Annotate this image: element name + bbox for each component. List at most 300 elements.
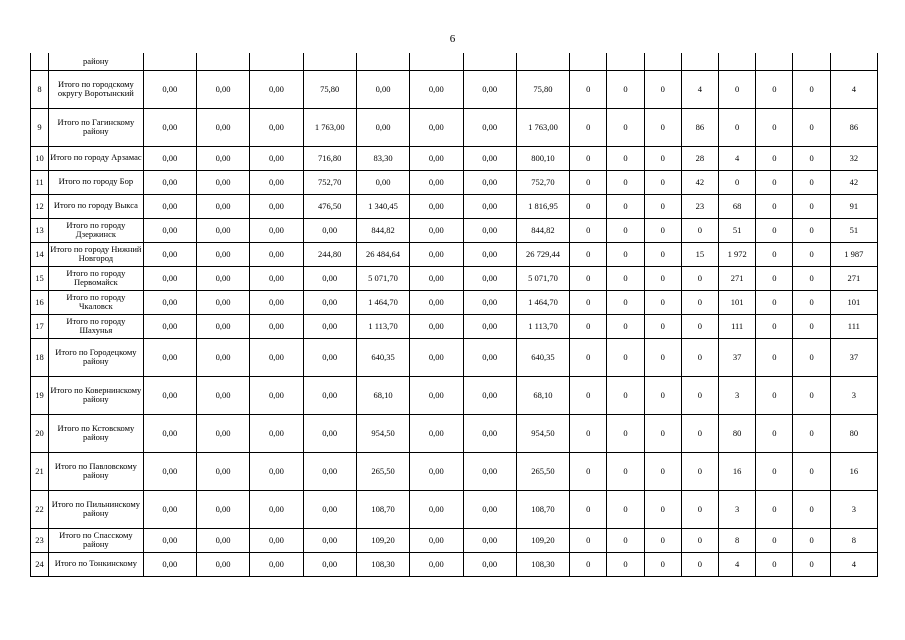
district-name-cell: Итого по Ковернинскому району [49,376,144,414]
value-cell: 0 [570,528,607,552]
value-cell: 0 [644,490,681,528]
value-cell: 0,00 [410,242,463,266]
value-cell: 0 [793,146,830,170]
value-cell: 0,00 [143,414,196,452]
row-number-cell: 23 [31,528,49,552]
value-cell: 0 [756,218,793,242]
value-cell: 3 [830,376,877,414]
value-cell: 0,00 [463,414,516,452]
value-cell: 0,00 [410,146,463,170]
value-cell: 0,00 [356,108,409,146]
value-cell: 0 [607,490,644,528]
value-cell: 0 [681,266,718,290]
row-number-cell: 11 [31,170,49,194]
value-cell: 4 [830,70,877,108]
value-cell: 0 [719,70,756,108]
value-cell: 0 [681,452,718,490]
value-cell: 0,00 [250,452,303,490]
value-cell: 0,00 [463,338,516,376]
value-cell: 0,00 [250,314,303,338]
value-cell: 0,00 [250,218,303,242]
table-row [31,218,878,242]
table-row [31,314,878,338]
row-number-cell: 9 [31,108,49,146]
value-cell: 0 [681,314,718,338]
value-cell: 0,00 [410,414,463,452]
district-name-cell: Итого по городу Шахунья [49,314,144,338]
value-cell: 0 [644,218,681,242]
value-cell: 0 [644,528,681,552]
value-cell: 0,00 [143,314,196,338]
row-number-cell: 18 [31,338,49,376]
value-cell: 0 [756,194,793,218]
value-cell: 0,00 [196,314,249,338]
value-cell: 0,00 [143,338,196,376]
value-cell: 0 [793,452,830,490]
value-cell: 0,00 [250,194,303,218]
value-cell: 0,00 [196,218,249,242]
value-cell: 0 [681,218,718,242]
value-cell: 109,20 [516,528,569,552]
report-table [30,53,878,577]
value-cell: 86 [681,108,718,146]
value-cell: 51 [719,218,756,242]
value-cell: 0,00 [196,266,249,290]
value-cell: 0,00 [196,290,249,314]
value-cell: 108,30 [356,552,409,576]
value-cell: 0 [607,146,644,170]
value-cell: 0 [793,528,830,552]
value-cell: 954,50 [516,414,569,452]
value-cell: 0,00 [196,146,249,170]
district-name-cell: Итого по городу Бор [49,170,144,194]
value-cell: 4 [719,146,756,170]
value-cell: 0 [570,452,607,490]
table-row [31,376,878,414]
value-cell: 0,00 [303,290,356,314]
value-cell: 1 113,70 [356,314,409,338]
value-cell: 0,00 [410,170,463,194]
value-cell: 0,00 [303,528,356,552]
value-cell: 0 [756,338,793,376]
value-cell: 1 340,45 [356,194,409,218]
value-cell: 0 [607,376,644,414]
value-cell: 0 [644,242,681,266]
value-cell: 476,50 [303,194,356,218]
continuation-row [31,53,878,70]
value-cell: 0 [607,170,644,194]
value-cell: 0 [570,338,607,376]
value-cell: 91 [830,194,877,218]
value-cell: 0 [570,70,607,108]
value-cell: 0,00 [143,170,196,194]
value-cell: 0,00 [303,314,356,338]
value-cell: 0 [570,376,607,414]
value-cell: 4 [830,552,877,576]
district-name-cell: Итого по городу Арзамас [49,146,144,170]
table-row [31,242,878,266]
value-cell: 0 [570,146,607,170]
table-row [31,290,878,314]
value-cell: 0,00 [143,108,196,146]
value-cell: 752,70 [303,170,356,194]
value-cell: 23 [681,194,718,218]
value-cell: 271 [830,266,877,290]
value-cell: 0 [756,242,793,266]
value-cell: 28 [681,146,718,170]
value-cell: 0,00 [143,552,196,576]
value-cell: 0 [644,414,681,452]
value-cell: 1 972 [719,242,756,266]
value-cell: 0,00 [143,528,196,552]
value-cell: 0 [756,490,793,528]
value-cell: 0 [793,314,830,338]
value-cell: 75,80 [303,70,356,108]
value-cell: 0 [756,266,793,290]
table-row [31,108,878,146]
value-cell: 0 [644,146,681,170]
value-cell: 0 [793,194,830,218]
value-cell: 0 [793,552,830,576]
value-cell: 0,00 [463,194,516,218]
value-cell: 0,00 [463,70,516,108]
value-cell: 0,00 [303,266,356,290]
value-cell: 0 [607,452,644,490]
value-cell: 0,00 [463,290,516,314]
value-cell: 0 [793,376,830,414]
value-cell: 640,35 [516,338,569,376]
value-cell: 0,00 [250,146,303,170]
value-cell: 0 [793,218,830,242]
value-cell: 0,00 [463,376,516,414]
value-cell: 0 [681,552,718,576]
table-body [31,53,878,576]
value-cell: 752,70 [516,170,569,194]
value-cell: 0,00 [356,70,409,108]
district-name-cell: Итого по городу Чкаловск [49,290,144,314]
table-row [31,194,878,218]
value-cell: 0,00 [250,552,303,576]
value-cell: 0 [756,452,793,490]
value-cell: 0,00 [196,70,249,108]
value-cell: 0 [644,290,681,314]
row-number-cell: 20 [31,414,49,452]
value-cell: 0 [756,552,793,576]
value-cell: 0,00 [143,452,196,490]
row-number-cell: 21 [31,452,49,490]
row-number-cell: 24 [31,552,49,576]
value-cell: 0 [793,490,830,528]
value-cell: 101 [719,290,756,314]
value-cell: 0 [681,528,718,552]
value-cell: 0 [793,414,830,452]
value-cell: 68 [719,194,756,218]
value-cell: 0,00 [303,376,356,414]
value-cell: 42 [830,170,877,194]
row-number-cell: 14 [31,242,49,266]
table-row [31,452,878,490]
value-cell: 0,00 [463,108,516,146]
value-cell: 0 [719,108,756,146]
value-cell: 265,50 [356,452,409,490]
value-cell: 0,00 [250,528,303,552]
value-cell: 0,00 [410,290,463,314]
value-cell: 5 071,70 [356,266,409,290]
value-cell: 0,00 [410,552,463,576]
value-cell: 0,00 [250,490,303,528]
value-cell: 0 [644,266,681,290]
value-cell: 0,00 [250,338,303,376]
value-cell: 0 [681,290,718,314]
value-cell: 0,00 [463,490,516,528]
value-cell: 0 [681,414,718,452]
value-cell: 0 [607,338,644,376]
value-cell: 0,00 [463,552,516,576]
value-cell: 0 [570,266,607,290]
value-cell: 1 464,70 [516,290,569,314]
value-cell: 83,30 [356,146,409,170]
value-cell: 0,00 [143,218,196,242]
value-cell: 1 987 [830,242,877,266]
value-cell: 0,00 [303,490,356,528]
table-row [31,490,878,528]
value-cell: 1 816,95 [516,194,569,218]
value-cell: 0,00 [250,414,303,452]
value-cell: 0 [570,414,607,452]
value-cell: 0,00 [303,552,356,576]
value-cell: 0,00 [356,170,409,194]
value-cell: 0,00 [410,490,463,528]
value-cell: 101 [830,290,877,314]
value-cell: 0 [607,528,644,552]
value-cell: 0 [681,376,718,414]
district-name-cell: Итого по Пильнинскому району [49,490,144,528]
value-cell: 0 [570,194,607,218]
value-cell: 0 [570,218,607,242]
value-cell: 0 [607,194,644,218]
value-cell: 0,00 [143,490,196,528]
value-cell: 0,00 [463,528,516,552]
value-cell: 75,80 [516,70,569,108]
row-number-cell: 13 [31,218,49,242]
row-number-cell: 22 [31,490,49,528]
value-cell: 0,00 [463,170,516,194]
district-name-cell: Итого по Тонкинскому [49,552,144,576]
value-cell: 0,00 [303,452,356,490]
value-cell: 0 [644,194,681,218]
value-cell: 111 [830,314,877,338]
value-cell: 0,00 [196,170,249,194]
value-cell: 0,00 [463,452,516,490]
value-cell: 0,00 [196,490,249,528]
value-cell: 0 [756,528,793,552]
value-cell: 0,00 [143,70,196,108]
value-cell: 0 [644,314,681,338]
value-cell: 0,00 [196,552,249,576]
value-cell: 0 [793,338,830,376]
value-cell: 0,00 [410,314,463,338]
value-cell: 0 [607,266,644,290]
value-cell: 0,00 [410,376,463,414]
row-number-cell: 16 [31,290,49,314]
value-cell: 0 [570,108,607,146]
value-cell: 0 [570,552,607,576]
table-row [31,70,878,108]
value-cell: 0 [607,218,644,242]
value-cell: 42 [681,170,718,194]
value-cell: 0,00 [463,314,516,338]
value-cell: 68,10 [516,376,569,414]
district-name-cell: Итого по городу Дзержинск [49,218,144,242]
value-cell: 8 [830,528,877,552]
value-cell: 0,00 [196,414,249,452]
value-cell: 0,00 [463,146,516,170]
value-cell: 271 [719,266,756,290]
row-number-cell: 8 [31,70,49,108]
value-cell: 3 [719,376,756,414]
value-cell: 0 [793,70,830,108]
value-cell: 108,30 [516,552,569,576]
table-row [31,414,878,452]
value-cell: 0,00 [410,194,463,218]
value-cell: 0,00 [143,146,196,170]
value-cell: 0,00 [196,452,249,490]
value-cell: 0 [756,290,793,314]
value-cell: 0,00 [410,338,463,376]
value-cell: 15 [681,242,718,266]
value-cell: 0,00 [303,218,356,242]
value-cell: 0 [644,170,681,194]
value-cell: 0,00 [196,376,249,414]
value-cell: 0,00 [410,528,463,552]
value-cell: 0,00 [410,452,463,490]
value-cell: 0 [570,170,607,194]
value-cell: 0,00 [410,266,463,290]
value-cell: 1 763,00 [516,108,569,146]
value-cell: 5 071,70 [516,266,569,290]
value-cell: 0 [644,338,681,376]
value-cell: 954,50 [356,414,409,452]
value-cell: 37 [719,338,756,376]
row-number-cell [31,53,49,70]
value-cell: 4 [719,552,756,576]
value-cell: 0,00 [463,242,516,266]
value-cell: 0,00 [410,70,463,108]
value-cell: 1 464,70 [356,290,409,314]
value-cell: 0 [756,108,793,146]
value-cell: 16 [719,452,756,490]
district-name-cell: Итого по Павловскому району [49,452,144,490]
district-name-cell: Итого по Спасскому району [49,528,144,552]
value-cell: 1 763,00 [303,108,356,146]
value-cell: 68,10 [356,376,409,414]
value-cell: 3 [830,490,877,528]
value-cell: 0,00 [250,242,303,266]
value-cell: 3 [719,490,756,528]
value-cell: 0,00 [196,108,249,146]
value-cell: 0 [607,242,644,266]
value-cell: 0,00 [463,266,516,290]
value-cell: 80 [830,414,877,452]
row-number-cell: 10 [31,146,49,170]
value-cell: 0 [793,170,830,194]
value-cell: 0,00 [250,70,303,108]
value-cell: 0,00 [250,266,303,290]
value-cell: 0,00 [303,414,356,452]
value-cell: 0,00 [196,528,249,552]
row-number-cell: 19 [31,376,49,414]
district-name-cell: Итого по городу Первомайск [49,266,144,290]
value-cell: 0 [607,290,644,314]
page-number: 6 [449,33,456,45]
value-cell: 51 [830,218,877,242]
value-cell: 0 [644,376,681,414]
value-cell: 0 [644,552,681,576]
value-cell: 0 [570,242,607,266]
value-cell: 0 [644,108,681,146]
value-cell: 0,00 [143,194,196,218]
value-cell: 244,80 [303,242,356,266]
table-row [31,552,878,576]
value-cell: 0,00 [196,194,249,218]
value-cell: 0,00 [410,218,463,242]
value-cell: 0 [681,490,718,528]
value-cell: 0,00 [463,218,516,242]
value-cell: 0 [607,552,644,576]
value-cell: 26 484,64 [356,242,409,266]
table-row [31,338,878,376]
row-number-cell: 12 [31,194,49,218]
value-cell: 109,20 [356,528,409,552]
value-cell: 0,00 [250,376,303,414]
value-cell: 0,00 [143,290,196,314]
value-cell: 0 [793,242,830,266]
table-row [31,266,878,290]
district-name-cell: Итого по Кстовскому району [49,414,144,452]
value-cell: 86 [830,108,877,146]
value-cell: 716,80 [303,146,356,170]
value-cell: 8 [719,528,756,552]
table-row [31,528,878,552]
value-cell: 0 [681,338,718,376]
district-name-cell: району [49,53,144,70]
value-cell: 16 [830,452,877,490]
value-cell: 0,00 [250,108,303,146]
value-cell: 0 [644,452,681,490]
value-cell: 0,00 [196,338,249,376]
value-cell: 0 [570,314,607,338]
district-name-cell: Итого по городскому округу Воротынский [49,70,144,108]
value-cell: 0 [607,414,644,452]
value-cell: 4 [681,70,718,108]
value-cell: 111 [719,314,756,338]
value-cell: 0,00 [143,266,196,290]
value-cell: 1 113,70 [516,314,569,338]
value-cell: 0 [756,170,793,194]
value-cell: 0,00 [143,376,196,414]
row-number-cell: 17 [31,314,49,338]
district-name-cell: Итого по городу Нижний Новгород [49,242,144,266]
value-cell: 0 [607,314,644,338]
value-cell: 0 [607,108,644,146]
table-row [31,170,878,194]
value-cell: 108,70 [516,490,569,528]
value-cell: 0 [756,70,793,108]
district-name-cell: Итого по Городецкому району [49,338,144,376]
value-cell: 108,70 [356,490,409,528]
value-cell: 0 [719,170,756,194]
value-cell: 0 [793,266,830,290]
